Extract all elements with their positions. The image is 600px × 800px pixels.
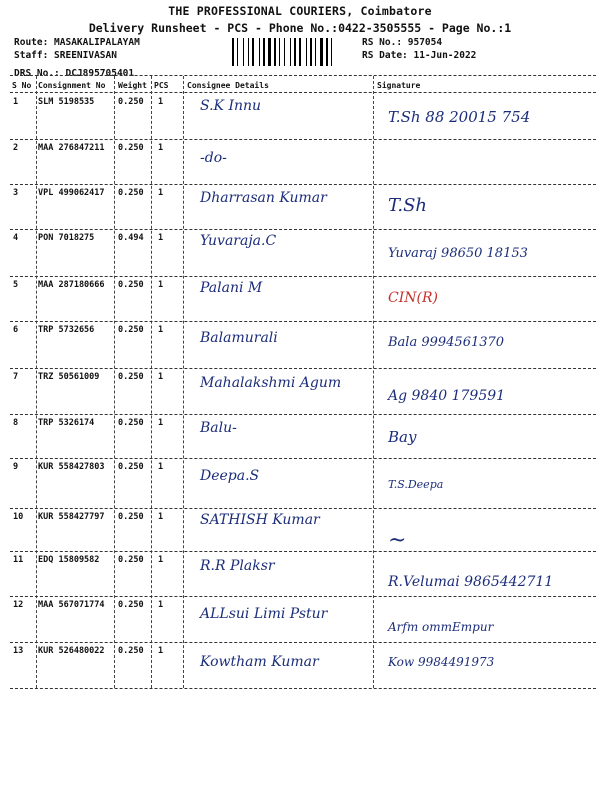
row-pcs: 1	[158, 233, 164, 243]
row-sno: 1	[13, 97, 19, 107]
row-sno: 3	[13, 188, 19, 198]
runsheet-subtitle: Delivery Runsheet - PCS - Phone No.:0422-3505555 - Page No.:1	[88, 21, 512, 35]
row-consignee-handwritten: -do-	[200, 150, 227, 166]
row-weight: 0.250	[118, 325, 144, 335]
row-weight: 0.250	[118, 188, 144, 198]
col-header-signature: Signature	[377, 81, 421, 90]
row-consignment-no: KUR 558427803	[38, 462, 105, 472]
row-sno: 11	[13, 555, 24, 565]
row-signature-handwritten: Kow 9984491973	[388, 655, 495, 669]
row-pcs: 1	[158, 462, 164, 472]
header-bottom-rule	[10, 92, 596, 93]
row-pcs: 1	[158, 646, 164, 656]
row-divider	[10, 508, 596, 509]
row-weight: 0.250	[118, 280, 144, 290]
row-consignee-handwritten: Palani M	[200, 280, 263, 296]
runsheet-header	[0, 4, 600, 35]
col-header-consignee: Consignee Details	[187, 81, 269, 90]
row-weight: 0.250	[118, 462, 144, 472]
row-divider	[10, 276, 596, 277]
row-pcs: 1	[158, 372, 164, 382]
row-consignment-no: KUR 526480022	[38, 646, 105, 656]
row-consignee-handwritten: R.R Plaksr	[200, 558, 275, 574]
row-signature-handwritten: CIN(R)	[388, 290, 438, 306]
row-consignment-no: TRP 5732656	[38, 325, 95, 335]
row-consignment-no: MAA 567071774	[38, 600, 105, 610]
row-divider	[10, 688, 596, 689]
row-weight: 0.250	[118, 555, 144, 565]
drs-number: DRS No.: DCJ895705401	[14, 68, 135, 79]
row-consignment-no: VPL 499062417	[38, 188, 105, 198]
row-consignee-handwritten: Balu-	[200, 420, 237, 436]
row-divider	[10, 551, 596, 552]
row-divider	[10, 458, 596, 459]
row-sno: 5	[13, 280, 19, 290]
row-consignee-handwritten: Dharrasan Kumar	[200, 190, 327, 206]
row-sno: 13	[13, 646, 24, 656]
row-consignment-no: MAA 287180666	[38, 280, 105, 290]
row-consignee-handwritten: ALLsui Limi Pstur	[200, 606, 328, 622]
row-signature-handwritten: Arfm ommEmpur	[388, 620, 494, 634]
row-weight: 0.250	[118, 418, 144, 428]
row-sno: 4	[13, 233, 19, 243]
row-weight: 0.250	[118, 646, 144, 656]
row-pcs: 1	[158, 555, 164, 565]
barcode-image	[232, 38, 348, 66]
row-sno: 2	[13, 143, 19, 153]
row-signature-handwritten: T.S.Deepa	[388, 478, 444, 491]
row-consignment-no: MAA 276847211	[38, 143, 105, 153]
company-title: THE PROFESSIONAL COURIERS, Coimbatore	[168, 4, 432, 18]
meta-right	[362, 36, 476, 62]
row-pcs: 1	[158, 143, 164, 153]
col-header-pcs: PCS	[154, 81, 169, 90]
row-divider	[10, 642, 596, 643]
row-consignment-no: TRZ 50561009	[38, 372, 100, 382]
header-top-rule	[10, 75, 596, 76]
row-consignment-no: TRP 5326174	[38, 418, 95, 428]
row-signature-handwritten: Bala 9994561370	[388, 335, 505, 350]
row-divider	[10, 184, 596, 185]
row-pcs: 1	[158, 600, 164, 610]
row-sno: 9	[13, 462, 19, 472]
row-consignee-handwritten: SATHISH Kumar	[200, 512, 320, 528]
row-signature-handwritten: R.Velumai 9865442711	[388, 574, 554, 590]
row-pcs: 1	[158, 97, 164, 107]
row-pcs: 1	[158, 325, 164, 335]
row-divider	[10, 596, 596, 597]
row-consignee-handwritten: Kowtham Kumar	[200, 654, 319, 670]
col-header-weight: Weight	[118, 81, 147, 90]
col-header-consignment: Consignment No	[38, 81, 106, 90]
row-sno: 12	[13, 600, 24, 610]
row-signature-handwritten: Bay	[388, 428, 417, 446]
col-header-sno: S No	[12, 81, 32, 90]
row-pcs: 1	[158, 512, 164, 522]
row-sno: 10	[13, 512, 24, 522]
row-consignment-no: KUR 558427797	[38, 512, 105, 522]
row-signature-handwritten: Yuvaraj 98650 18153	[388, 246, 528, 261]
row-consignee-handwritten: Yuvaraja.C	[200, 233, 277, 249]
row-consignment-no: PON 7018275	[38, 233, 95, 243]
row-sno: 7	[13, 372, 19, 382]
row-signature-handwritten: ~	[388, 528, 407, 553]
staff: Staff: SREENIVASAN	[14, 50, 117, 61]
rs-number: RS No.: 957054	[362, 37, 443, 48]
row-sno: 6	[13, 325, 19, 335]
row-weight: 0.494	[118, 233, 144, 243]
row-consignee-handwritten: Mahalakshmi Agum	[200, 375, 342, 391]
row-signature-handwritten: Ag 9840 179591	[388, 388, 506, 404]
meta-left	[14, 36, 140, 80]
row-divider	[10, 139, 596, 140]
row-pcs: 1	[158, 280, 164, 290]
row-weight: 0.250	[118, 512, 144, 522]
row-consignee-handwritten: Deepa.S	[200, 468, 260, 484]
row-divider	[10, 321, 596, 322]
route: Route: MASAKALIPALAYAM	[14, 37, 140, 48]
row-consignee-handwritten: S.K Innu	[200, 98, 262, 114]
row-consignment-no: EDQ 15809582	[38, 555, 100, 565]
row-weight: 0.250	[118, 97, 144, 107]
row-weight: 0.250	[118, 143, 144, 153]
row-weight: 0.250	[118, 600, 144, 610]
row-signature-handwritten: T.Sh	[388, 195, 428, 216]
row-divider	[10, 414, 596, 415]
row-divider	[10, 368, 596, 369]
row-pcs: 1	[158, 418, 164, 428]
row-consignee-handwritten: Balamurali	[200, 330, 278, 346]
row-pcs: 1	[158, 188, 164, 198]
rs-date: RS Date: 11-Jun-2022	[362, 50, 477, 61]
row-signature-handwritten: T.Sh 88 20015 754	[388, 108, 531, 126]
row-sno: 8	[13, 418, 19, 428]
row-weight: 0.250	[118, 372, 144, 382]
row-divider	[10, 229, 596, 230]
row-consignment-no: SLM 5198535	[38, 97, 95, 107]
